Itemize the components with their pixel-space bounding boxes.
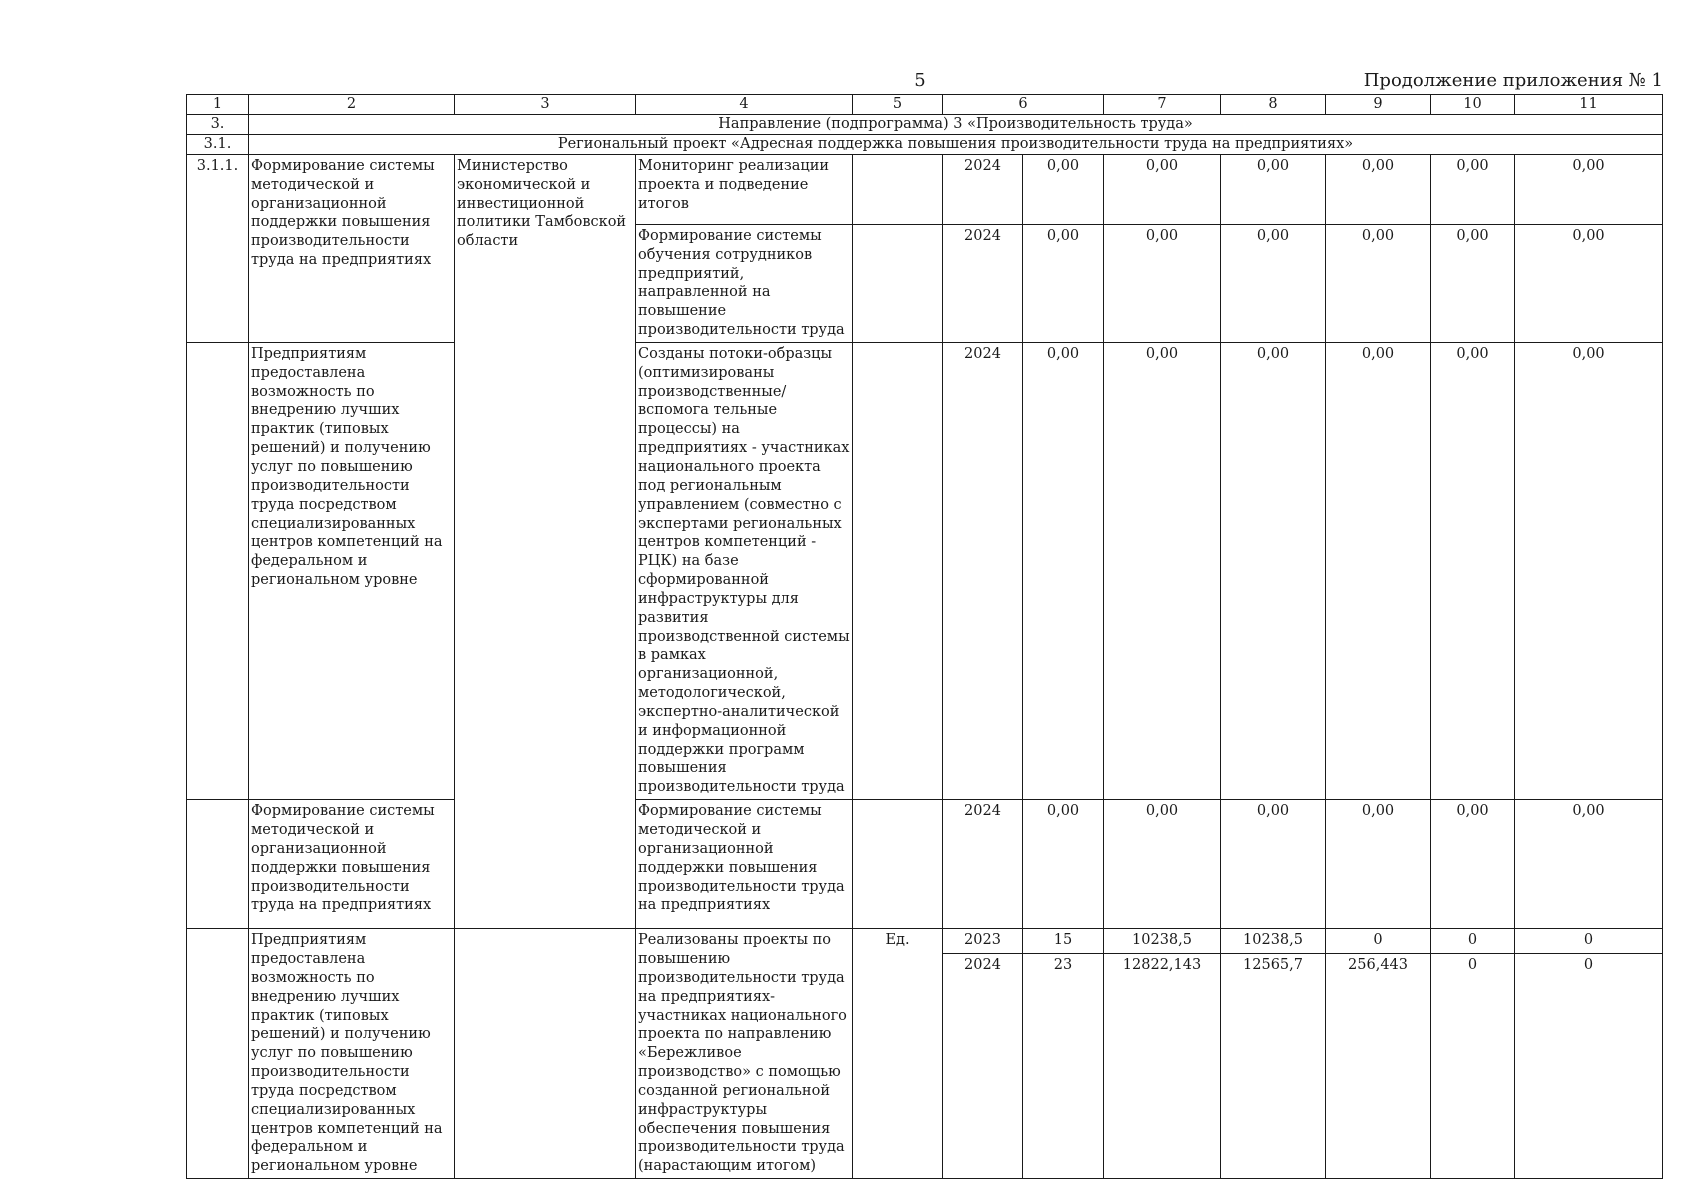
col-header: 6 [943, 95, 1104, 115]
value-cell: 0,00 [1326, 224, 1431, 342]
value-cell: 0,00 [1431, 224, 1515, 342]
unit-cell [853, 224, 943, 342]
value-cell: 0,00 [1104, 224, 1221, 342]
task-cell: Формирование системы методической и организационной поддержки повышения производительности труда на предприятиях [249, 800, 455, 929]
value-cell: 0,00 [1515, 154, 1663, 224]
value-cell: 0,00 [1431, 154, 1515, 224]
value-cell: 12822,143 [1104, 954, 1221, 1179]
value-cell: 0,00 [1104, 342, 1221, 799]
col-header: 8 [1221, 95, 1326, 115]
responsible-cell: Министерство экономической и инвестиционной политики Тамбовской области [455, 154, 636, 928]
value-cell: 10238,5 [1104, 929, 1221, 954]
year-cell: 2024 [943, 154, 1023, 224]
year-cell: 2023 [943, 929, 1023, 954]
value-cell: 0 [1431, 954, 1515, 1179]
value-cell: 0,00 [1023, 342, 1104, 799]
continuation-label: Продолжение приложения № 1 [1363, 70, 1663, 91]
row-number [187, 929, 249, 1179]
unit-cell [853, 154, 943, 224]
value-cell: 0 [1431, 929, 1515, 954]
page-number: 5 [914, 70, 926, 91]
value-cell: 0,00 [1431, 342, 1515, 799]
unit-cell [853, 800, 943, 929]
year-cell: 2024 [943, 342, 1023, 799]
value-cell: 0,00 [1515, 224, 1663, 342]
task-cell: Формирование системы методической и организационной поддержки повышения производительности труда на предприятиях [249, 154, 455, 342]
value-cell: 0,00 [1515, 800, 1663, 929]
task-cell: Предприятиям предоставлена возможность по внедрению лучших практик (типовых решений) и получению услуг по повышению производительности труда посредством специализированных центров компетенций на федеральном и региональном уровне [249, 342, 455, 799]
section-title: Направление (подпрограмма) 3 «Производительность труда» [249, 114, 1663, 134]
table-row [187, 800, 1663, 929]
column-number-row [187, 95, 1663, 115]
value-cell: 256,443 [1326, 954, 1431, 1179]
indicator-cell: Формирование системы методической и организационной поддержки повышения производительности труда на предприятиях [636, 800, 853, 929]
value-cell: 0,00 [1023, 224, 1104, 342]
section-number: 3. [187, 114, 249, 134]
indicator-cell: Реализованы проекты по повышению производительности труда на предприятиях-участниках национального проекта по направлению «Бережливое производство» с помощью созданной региональной инфраструктуры обеспечения повышения производительности труда (нарастающим итогом) [636, 929, 853, 1179]
value-cell: 0,00 [1431, 800, 1515, 929]
row-number: 3.1.1. [187, 154, 249, 342]
unit-cell: Ед. [853, 929, 943, 1179]
row-number [187, 800, 249, 929]
col-header: 5 [853, 95, 943, 115]
table-row [187, 342, 1663, 799]
value-cell: 0,00 [1221, 224, 1326, 342]
indicator-cell: Мониторинг реализации проекта и подведение итогов [636, 154, 853, 224]
value-cell: 0,00 [1326, 800, 1431, 929]
task-cell: Предприятиям предоставлена возможность по внедрению лучших практик (типовых решений) и получению услуг по повышению производительности труда посредством специализированных центров компетенций на федеральном и региональном уровне [249, 929, 455, 1179]
col-header: 9 [1326, 95, 1431, 115]
value-cell: 0,00 [1326, 342, 1431, 799]
value-cell: 0,00 [1515, 342, 1663, 799]
table-row [187, 154, 1663, 224]
value-cell: 0,00 [1221, 154, 1326, 224]
value-cell: 0 [1515, 929, 1663, 954]
value-cell: 0,00 [1221, 800, 1326, 929]
responsible-cell [455, 929, 636, 1179]
table-row [187, 929, 1663, 954]
col-header: 11 [1515, 95, 1663, 115]
col-header: 10 [1431, 95, 1515, 115]
value-cell: 0,00 [1104, 800, 1221, 929]
year-cell: 2024 [943, 800, 1023, 929]
unit-cell [853, 342, 943, 799]
indicator-cell: Формирование системы обучения сотрудников предприятий, направленной на повышение производительности труда [636, 224, 853, 342]
appendix-table [186, 94, 1663, 1179]
col-header: 4 [636, 95, 853, 115]
value-cell: 0,00 [1023, 800, 1104, 929]
year-cell: 2024 [943, 224, 1023, 342]
value-cell: 15 [1023, 929, 1104, 954]
year-cell: 2024 [943, 954, 1023, 1179]
section-row [187, 114, 1663, 134]
value-cell: 10238,5 [1221, 929, 1326, 954]
value-cell: 0,00 [1023, 154, 1104, 224]
col-header: 2 [249, 95, 455, 115]
row-number [187, 342, 249, 799]
value-cell: 0 [1515, 954, 1663, 1179]
col-header: 1 [187, 95, 249, 115]
value-cell: 0,00 [1326, 154, 1431, 224]
value-cell: 12565,7 [1221, 954, 1326, 1179]
col-header: 7 [1104, 95, 1221, 115]
value-cell: 0,00 [1221, 342, 1326, 799]
value-cell: 0 [1326, 929, 1431, 954]
indicator-cell: Созданы потоки-образцы (оптимизированы производственные/вспомога тельные процессы) на предприятиях - участниках национального проекта под региональным управлением (совместно с экспертами региональных центров компетенций - РЦК) на базе сформированной инфраструктуры для развития производственной системы в рамках организационной, методологической, экспертно-аналитической и информационной поддержки программ повышения производительности труда [636, 342, 853, 799]
project-row [187, 134, 1663, 154]
col-header: 3 [455, 95, 636, 115]
value-cell: 23 [1023, 954, 1104, 1179]
value-cell: 0,00 [1104, 154, 1221, 224]
project-title: Региональный проект «Адресная поддержка повышения производительности труда на предприятиях» [249, 134, 1663, 154]
project-number: 3.1. [187, 134, 249, 154]
